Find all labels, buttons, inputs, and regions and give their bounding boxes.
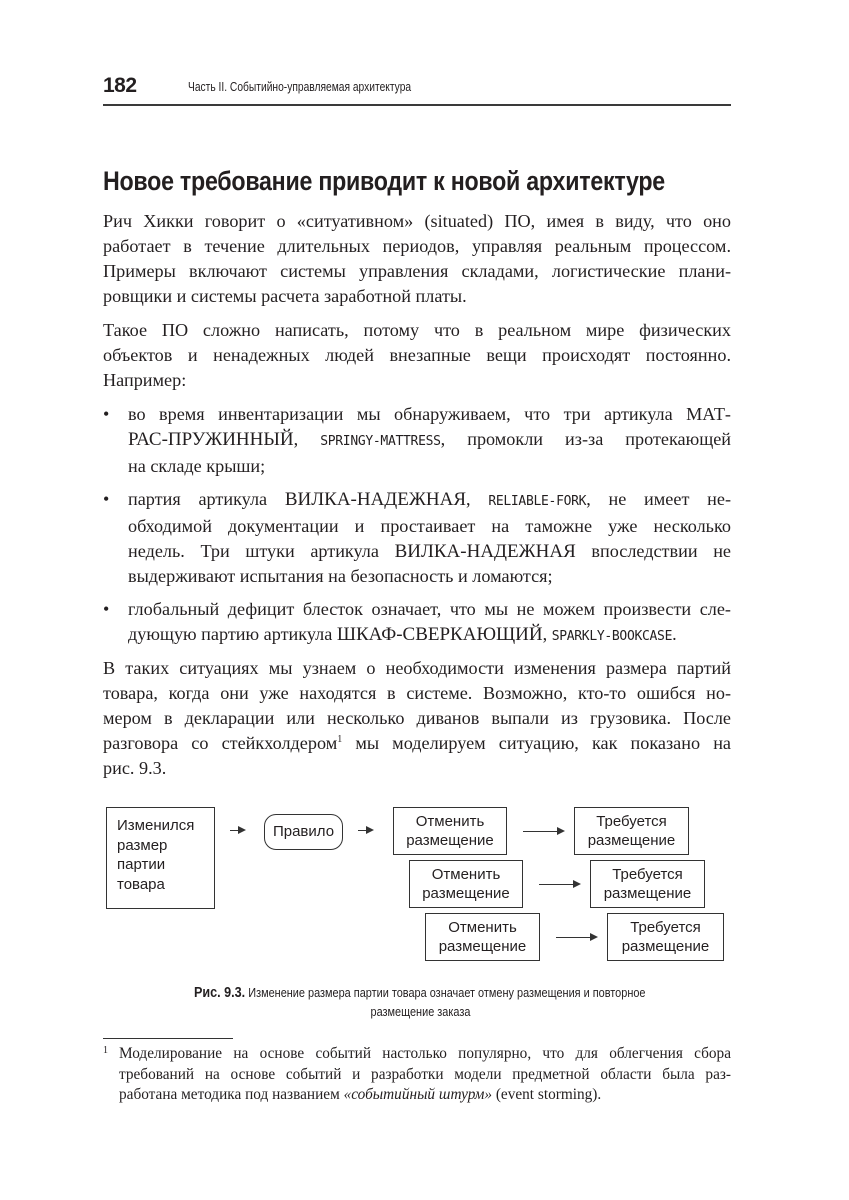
- text-line: выдерживают испытания на безопасность и ломаются;: [128, 566, 553, 586]
- text-line: Моделирование на основе событий настолько популярно, что для облегчения сбора: [119, 1045, 731, 1062]
- product-name: ШКАФ-СВЕРКАЮЩИЙ: [336, 624, 543, 645]
- text-line: товара, когда они уже находятся в системе. Возможно, кто-то ошибся но-: [103, 683, 731, 703]
- text-line: во время инвентаризации мы обнаруживаем, что три артикула МАТ-: [128, 404, 731, 424]
- term-event-storming: «событийный штурм»: [343, 1086, 492, 1103]
- text-line: объектов и ненадежных людей внезапные вещи происходят постоянно.: [103, 345, 731, 365]
- text-line: ровщики и системы расчета заработной платы.: [103, 286, 467, 306]
- page-number: 182: [103, 74, 137, 97]
- figure-label: Рис. 9.3.: [194, 984, 246, 1001]
- arrow-icon: [230, 830, 244, 831]
- command-box-cancel-allocation: Отменить размещение: [425, 913, 540, 961]
- footnote-reference[interactable]: 1: [337, 734, 343, 745]
- text-line: В таких ситуациях мы узнаем о необходимости изменения размера партий: [103, 658, 731, 678]
- text-line: обходимой документации и простаивает на таможне уже несколько: [128, 516, 731, 536]
- product-code: SPARKLY-BOOKCASE: [551, 629, 673, 644]
- text-line: Рич Хикки говорит о «ситуативном» (situated) ПО, имея в виду, что оно: [103, 211, 731, 231]
- bullet-marker: •: [103, 599, 110, 619]
- paragraph-1: [103, 209, 731, 309]
- text-line: Такое ПО сложно написать, потому что в реальном мире физических: [103, 320, 731, 340]
- figure-caption: Рис. 9.3. Изменение размера партии товара означает отмену размещения и повторное размещение заказа: [194, 984, 646, 1019]
- text-line: недель. Три штуки артикула ВИЛКА-НАДЕЖНАЯ впоследствии не: [128, 541, 731, 562]
- command-box-cancel-allocation: Отменить размещение: [409, 860, 523, 908]
- product-name: РАС-ПРУЖИННЫЙ: [128, 429, 294, 450]
- event-box-batch-size-changed: Изменился размер партии товара: [106, 807, 215, 909]
- arrow-icon: [523, 831, 563, 832]
- command-box-cancel-allocation: Отменить размещение: [393, 807, 507, 855]
- event-box-allocation-required: Требуется размещение: [574, 807, 689, 855]
- product-name: ВИЛКА-НАДЕЖНАЯ: [284, 489, 467, 510]
- text-line: Например:: [103, 370, 187, 390]
- text-line: мером в декларации или несколько диванов выпали из грузовика. После: [103, 708, 731, 728]
- footnote-rule: [103, 1038, 233, 1039]
- text-line: работана методика под названием «событийный штурм» (event storming).: [119, 1086, 602, 1103]
- text-line: партия артикула ВИЛКА-НАДЕЖНАЯ, RELIABLE-FORK, не имеет не-: [128, 489, 732, 510]
- event-box-allocation-required: Требуется размещение: [607, 913, 724, 961]
- rule-box: Правило: [264, 814, 343, 850]
- paragraph-2: [103, 318, 731, 393]
- text-line: РАС-ПРУЖИННЫЙ, SPRINGY-MATTRESS, промокли из-за протекающей: [128, 429, 732, 450]
- arrow-icon: [539, 884, 579, 885]
- arrow-icon: [556, 937, 596, 938]
- text-line: требований на основе событий и разработки модели предметной области была раз-: [119, 1065, 731, 1083]
- bullet-marker: •: [103, 404, 110, 424]
- running-title: Часть II. Событийно-управляемая архитектура: [188, 80, 412, 94]
- arrow-icon: [358, 830, 372, 831]
- product-code: SPRINGY-MATTRESS: [320, 434, 441, 449]
- product-code: RELIABLE-FORK: [488, 494, 587, 509]
- footnote-mark: 1: [103, 1045, 108, 1056]
- bullet-marker: •: [103, 489, 110, 509]
- text-line: глобальный дефицит блесток означает, что мы не можем произвести сле-: [128, 599, 731, 619]
- text-line: Примеры включают системы управления складами, логистические плани-: [103, 261, 731, 281]
- paragraph-3: [103, 656, 731, 781]
- section-title: Новое требование приводит к новой архитектуре: [103, 166, 665, 196]
- text-line: разговора со стейкхолдером$^1$ мы моделируем ситуацию, как показано на: [103, 733, 731, 753]
- running-header: [103, 74, 731, 104]
- header-rule: [103, 104, 731, 106]
- text-line: дующую партию артикула ШКАФ-СВЕРКАЮЩИЙ, SPARKLY-BOOKCASE.: [128, 624, 677, 645]
- figure-reference: рис. 9.3.: [103, 758, 167, 778]
- text-line: на складе крыши;: [128, 456, 266, 476]
- event-box-allocation-required: Требуется размещение: [590, 860, 705, 908]
- text-line: работает в течение длительных периодов, управляя реальным процессом.: [103, 236, 731, 256]
- product-name: ВИЛКА-НАДЕЖНАЯ: [394, 541, 576, 562]
